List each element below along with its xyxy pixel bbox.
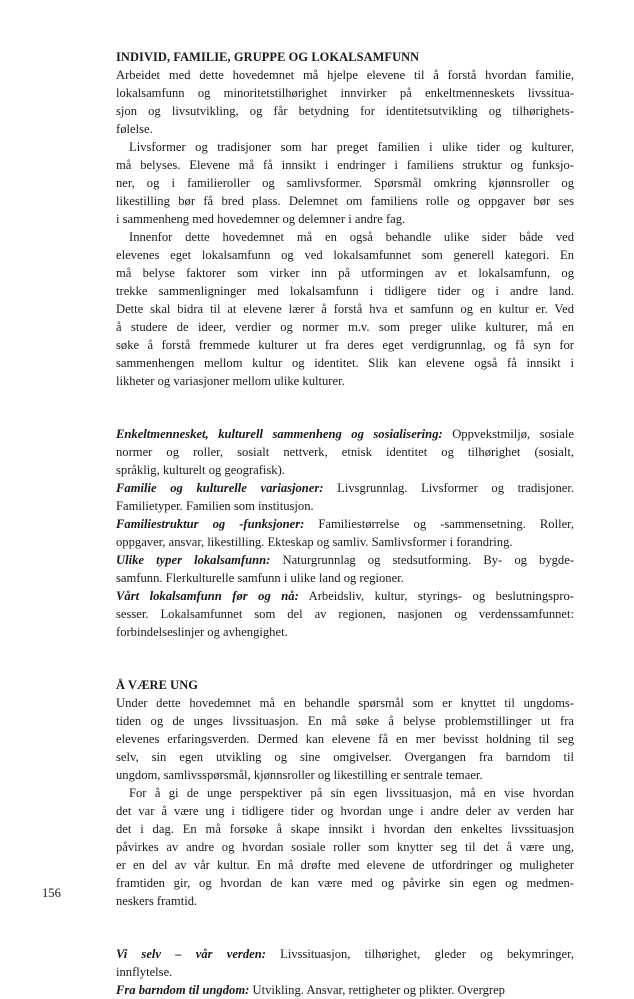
- topic-first-line: [116, 587, 574, 605]
- topic-item: [116, 587, 574, 641]
- text-line: selv, sin egen utvikling og sine omgivelser. Overgangen fra barndom til: [116, 750, 574, 764]
- topic-lead: Ulike typer lokalsamfunn:: [116, 553, 271, 567]
- text-line: neskers framtid.: [116, 894, 198, 908]
- text-line: søke å forstå fremmede kulturer ut fra deres eget verdigrunnlag, og få syn for: [116, 338, 574, 352]
- text-line: Innenfor dette hovedemnet må en også behandle ulike sider både ved: [129, 230, 574, 244]
- text-line: innflytelse.: [116, 965, 173, 979]
- text-line: påvirkes av andre og hvordan sosiale roller som knytter seg til det å være ung,: [116, 840, 574, 854]
- section-body-individ: [116, 66, 574, 390]
- paragraph: [116, 138, 574, 228]
- text-line: For å gi de unge perspektiver på sin egen livssituasjon, må en vise hvordan: [129, 786, 574, 800]
- text-line: sjon og livsutvikling, og får betydning for identitetsutvikling og tilhørighets-: [116, 104, 574, 118]
- text-line: må belyses. Elevene må få innsikt i endringer i familiens struktur og funksjo-: [116, 158, 574, 172]
- text-line: er en del av vår kultur. En må drøfte med elevene de utfordringer og muligheter: [116, 858, 574, 872]
- topic-text: Arbeidsliv, kultur, styrings- og beslutningspro-: [298, 589, 575, 603]
- text-line: ungdom, samlivsspørsmål, kjønnsroller og likestilling er sentrale temaer.: [116, 768, 483, 782]
- text-line: det i dag. En må forsøke å skape innsikt i hvordan den enkeltes livssituasjon: [116, 822, 574, 836]
- text-line: det var å være ung i tidligere tider og hvordan unge i andre deler av verden har: [116, 804, 574, 818]
- text-line: Arbeidet med dette hovedemnet må hjelpe elevene til å forstå hvordan familie,: [116, 68, 574, 82]
- text-line: Under dette hovedemnet må en behandle spørsmål som er knyttet til ungdoms-: [116, 696, 574, 710]
- topic-first-line: [116, 425, 574, 443]
- text-line: elevenes eget lokalsamfunn og ved lokalsamfunnet som generell kategori. En: [116, 248, 574, 262]
- text-line: likheter og variasjoner mellom ulike kulturer.: [116, 374, 345, 388]
- topic-item: [116, 551, 574, 587]
- text-line: elevenes erfaringsverden. Dermed kan elevene få en mer bevisst holdning til seg: [116, 732, 574, 746]
- text-line: språklig, kulturelt og geografisk).: [116, 463, 285, 477]
- text-line: Dette skal bidra til at elevene lærer å forstå hva et samfunn og en kultur er. Ved: [116, 302, 574, 316]
- topic-item: [116, 945, 574, 981]
- text-line: samfunn. Flerkulturelle samfunn i ulike land og regioner.: [116, 571, 404, 585]
- topic-text: Oppvekstmiljø, sosiale: [442, 427, 574, 441]
- text-line: trekke sammenligninger med lokalsamfunn i tidligere tider og i andre land.: [116, 284, 574, 298]
- text-line: forbindelseslinjer og avhengighet.: [116, 625, 288, 639]
- paragraph: [116, 228, 574, 390]
- topic-list-aa-vaere-ung: [116, 945, 574, 999]
- text-line: framtiden gir, og hvordan de kan være med og påvirke sin egen og medmen-: [116, 876, 574, 890]
- text-line: i sammenheng med hovedemner og delemner i andre fag.: [116, 212, 406, 226]
- text-line: oppgaver, ansvar, likestilling. Ekteskap og samliv. Samlivsformer i forandring.: [116, 535, 513, 549]
- topic-lead: Familiestruktur og -funksjoner:: [116, 517, 305, 531]
- topic-item: [116, 479, 574, 515]
- text-line: lokalsamfunn og minoritetstilhørighet innvirker på enkeltmenneskets livssitua-: [116, 86, 574, 100]
- topic-text: Naturgrunnlag og stedsutforming. By- og bygde-: [270, 553, 575, 567]
- text-line: må belyse faktorer som virker inn på utformingen av et lokalsamfunn, og: [116, 266, 574, 280]
- topic-first-line: [116, 551, 574, 569]
- page-number: 156: [42, 886, 61, 900]
- topic-item: [116, 425, 574, 479]
- topic-text: Livssituasjon, tilhørighet, gleder og bekymringer,: [265, 947, 574, 961]
- text-line: følelse.: [116, 122, 153, 136]
- section-body-aa-vaere-ung: [116, 694, 574, 910]
- text-line: Familietyper. Familien som institusjon.: [116, 499, 314, 513]
- topic-text: Utvikling. Ansvar, rettigheter og plikter. Overgrep: [249, 983, 505, 997]
- topic-lead: Vi selv – vår verden:: [116, 947, 266, 961]
- section-heading-individ: INDIVID, FAMILIE, GRUPPE OG LOKALSAMFUNN: [116, 50, 420, 64]
- topic-first-line: [116, 515, 574, 533]
- topic-lead: Vårt lokalsamfunn før og nå:: [116, 589, 299, 603]
- paragraph: [116, 694, 574, 784]
- topic-item: [116, 515, 574, 551]
- section-heading-aa-vaere-ung: Å VÆRE UNG: [116, 678, 199, 692]
- topic-lead: Enkeltmennesket, kulturell sammenheng og sosialisering:: [116, 427, 443, 441]
- text-line: normer og roller, sosialt nettverk, etnisk identitet og tilhørighet (sosialt,: [116, 445, 574, 459]
- topic-text: Livsgrunnlag. Livsformer og tradisjoner.: [323, 481, 574, 495]
- topic-lead: Familie og kulturelle variasjoner:: [116, 481, 324, 495]
- topic-item: [116, 981, 574, 999]
- text-line: å studere de ideer, verdier og normer m.v. som preger ulike kulturer, må en: [116, 320, 574, 334]
- topic-first-line: [116, 945, 574, 963]
- text-line: sesser. Lokalsamfunnet som del av regionen, nasjonen og verdenssamfunnet:: [116, 607, 574, 621]
- document-page: [116, 48, 574, 999]
- text-line: sammenhengen mellom kultur og identitet. Slik kan elevene også få innsikt i: [116, 356, 574, 370]
- text-line: tiden og de unges livssituasjon. En må søke å belyse problemstillinger ut fra: [116, 714, 574, 728]
- paragraph: [116, 784, 574, 910]
- topic-first-line: [116, 479, 574, 497]
- text-line: likestilling bør få bred plass. Delemnet om familiens rolle og oppgaver bør ses: [116, 194, 574, 208]
- topic-text: Familiestørrelse og -sammensetning. Roller,: [304, 517, 574, 531]
- topic-list-individ: [116, 425, 574, 641]
- paragraph: [116, 66, 574, 138]
- text-line: Livsformer og tradisjoner som har preget familien i ulike tider og kulturer,: [129, 140, 574, 154]
- text-line: ner, og i familieroller og samlivsformer. Spørsmål omkring kjønnsroller og: [116, 176, 574, 190]
- topic-first-line: [116, 981, 574, 999]
- topic-lead: Fra barndom til ungdom:: [116, 983, 250, 997]
